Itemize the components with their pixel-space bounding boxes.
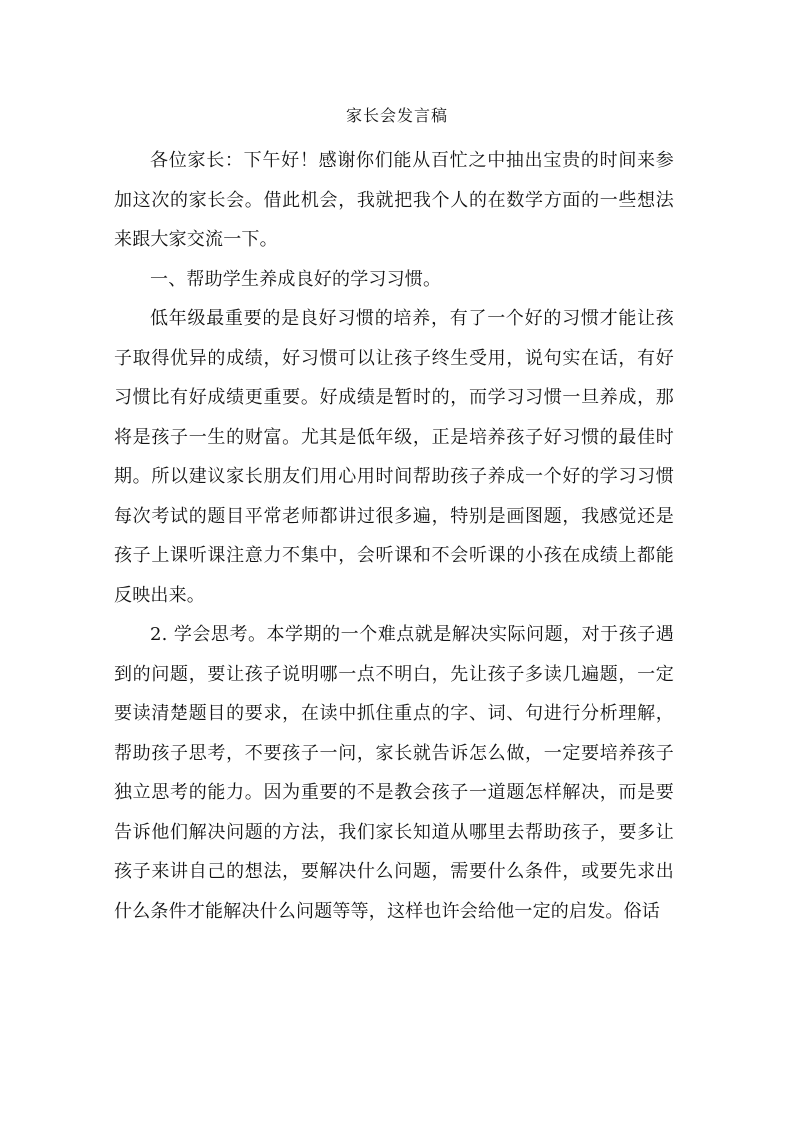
document-title: 家长会发言稿	[345, 106, 448, 125]
paragraph-habits: 低年级最重要的是良好习惯的培养，有了一个好的习惯才能让孩子取得优异的成绩，好习惯可以让孩子终生受用，说句实在话，有好习惯比有好成绩更重要。好成绩是暂时的，而学习习惯一旦养成，那将是孩子一生的财富。尤其是低年级，正是培养孩子好习惯的最佳时期。所以建议家长朋友们用心用时间帮助孩子养成一个好的学习习惯每次考试的题目平常老师都讲过很多遍，特别是画图题，我感觉还是孩子上课听课注意力不集中，会听课和不会听课的小孩在成绩上都能反映出来。	[114, 308, 674, 606]
paragraph-section-heading-1: 一、帮助学生养成良好的学习习惯。	[150, 268, 442, 290]
paragraph-thinking: 2. 学会思考。本学期的一个难点就是解决实际问题，对于孩子遇到的问题，要让孩子说明哪一点不明白，先让孩子多读几遍题，一定要读清楚题目的要求，在读中抓住重点的字、词、句进行分析理解，帮助孩子思考，不要孩子一问，家长就告诉怎么做，一定要培养孩子独立思考的能力。因为重要的不是教会孩子一道题怎样解决，而是要告诉他们解决问题的方法，我们家长知道从哪里去帮助孩子，要多让孩子来讲自己的想法，要解决什么问题，需要什么条件，或要先求出什么条件才能解决什么问题等等，这样也许会给他一定的启发。俗话	[114, 624, 674, 922]
paragraph-greeting: 各位家长：下午好！感谢你们能从百忙之中抽出宝贵的时间来参加这次的家长会。借此机会，我就把我个人的在数学方面的一些想法来跟大家交流一下。	[114, 150, 674, 250]
document-body	[114, 141, 674, 931]
